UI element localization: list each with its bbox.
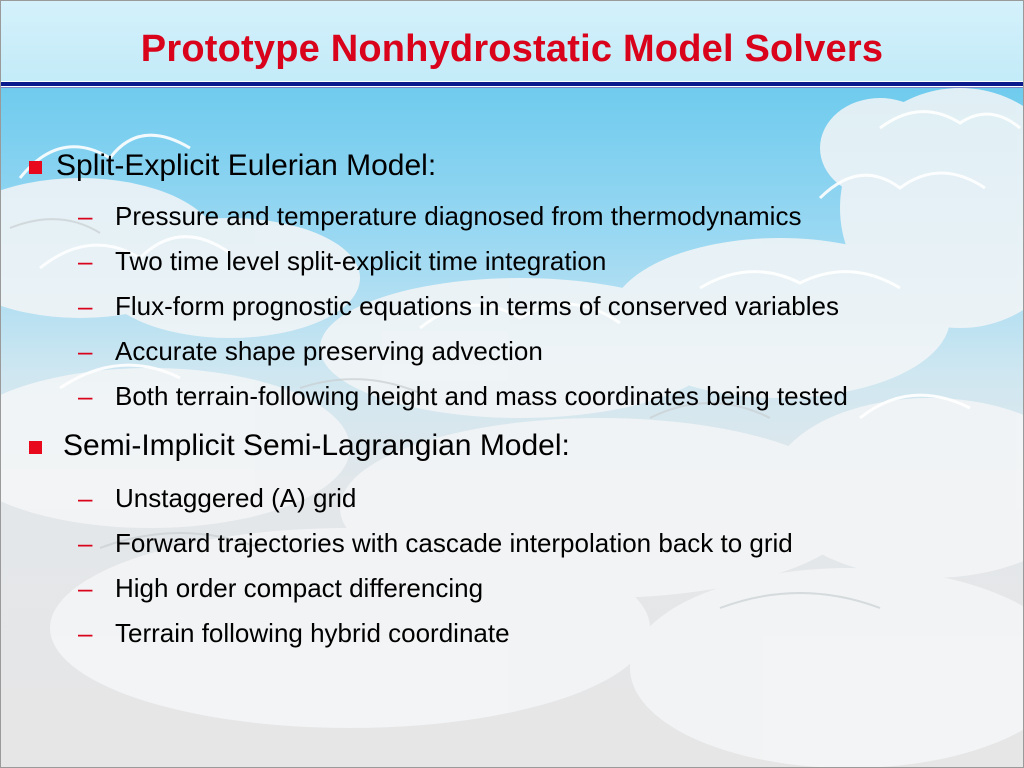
bullet-square-icon: [29, 441, 42, 454]
dash-icon: –: [78, 201, 93, 231]
list-item: [78, 483, 356, 513]
dash-icon: –: [78, 381, 93, 411]
list-item-text: Pressure and temperature diagnosed from thermodynamics: [115, 201, 802, 231]
list-item-text: Accurate shape preserving advection: [115, 336, 543, 366]
dash-icon: –: [78, 618, 93, 648]
list-item-text: Both terrain-following height and mass coordinates being tested: [115, 381, 848, 411]
list-item-text: Terrain following hybrid coordinate: [115, 618, 510, 648]
dash-icon: –: [78, 528, 93, 558]
dash-icon: –: [78, 291, 93, 321]
list-item: [78, 336, 543, 366]
dash-icon: –: [78, 336, 93, 366]
list-item: [78, 528, 793, 558]
list-item-text: Unstaggered (A) grid: [115, 483, 357, 513]
section-heading: Semi-Implicit Semi-Lagrangian Model:: [63, 429, 570, 462]
dash-icon: –: [78, 573, 93, 603]
list-item-text: High order compact differencing: [115, 573, 484, 603]
dash-icon: –: [78, 483, 93, 513]
list-item: [78, 618, 510, 648]
list-item: [78, 246, 606, 276]
slide-title: Prototype Nonhydrostatic Model Solvers: [140, 28, 884, 70]
list-item-text: Flux-form prognostic equations in terms of conserved variables: [115, 291, 839, 321]
dash-icon: –: [78, 246, 93, 276]
bullet-square-icon: [29, 161, 42, 174]
section-heading: Split-Explicit Eulerian Model:: [56, 149, 437, 182]
list-item-text: Forward trajectories with cascade interpolation back to grid: [115, 528, 793, 558]
list-item: [78, 573, 483, 603]
list-item: [78, 201, 801, 231]
list-item-text: Two time level split-explicit time integration: [115, 246, 607, 276]
list-item: [78, 381, 848, 411]
list-item: [78, 291, 839, 321]
